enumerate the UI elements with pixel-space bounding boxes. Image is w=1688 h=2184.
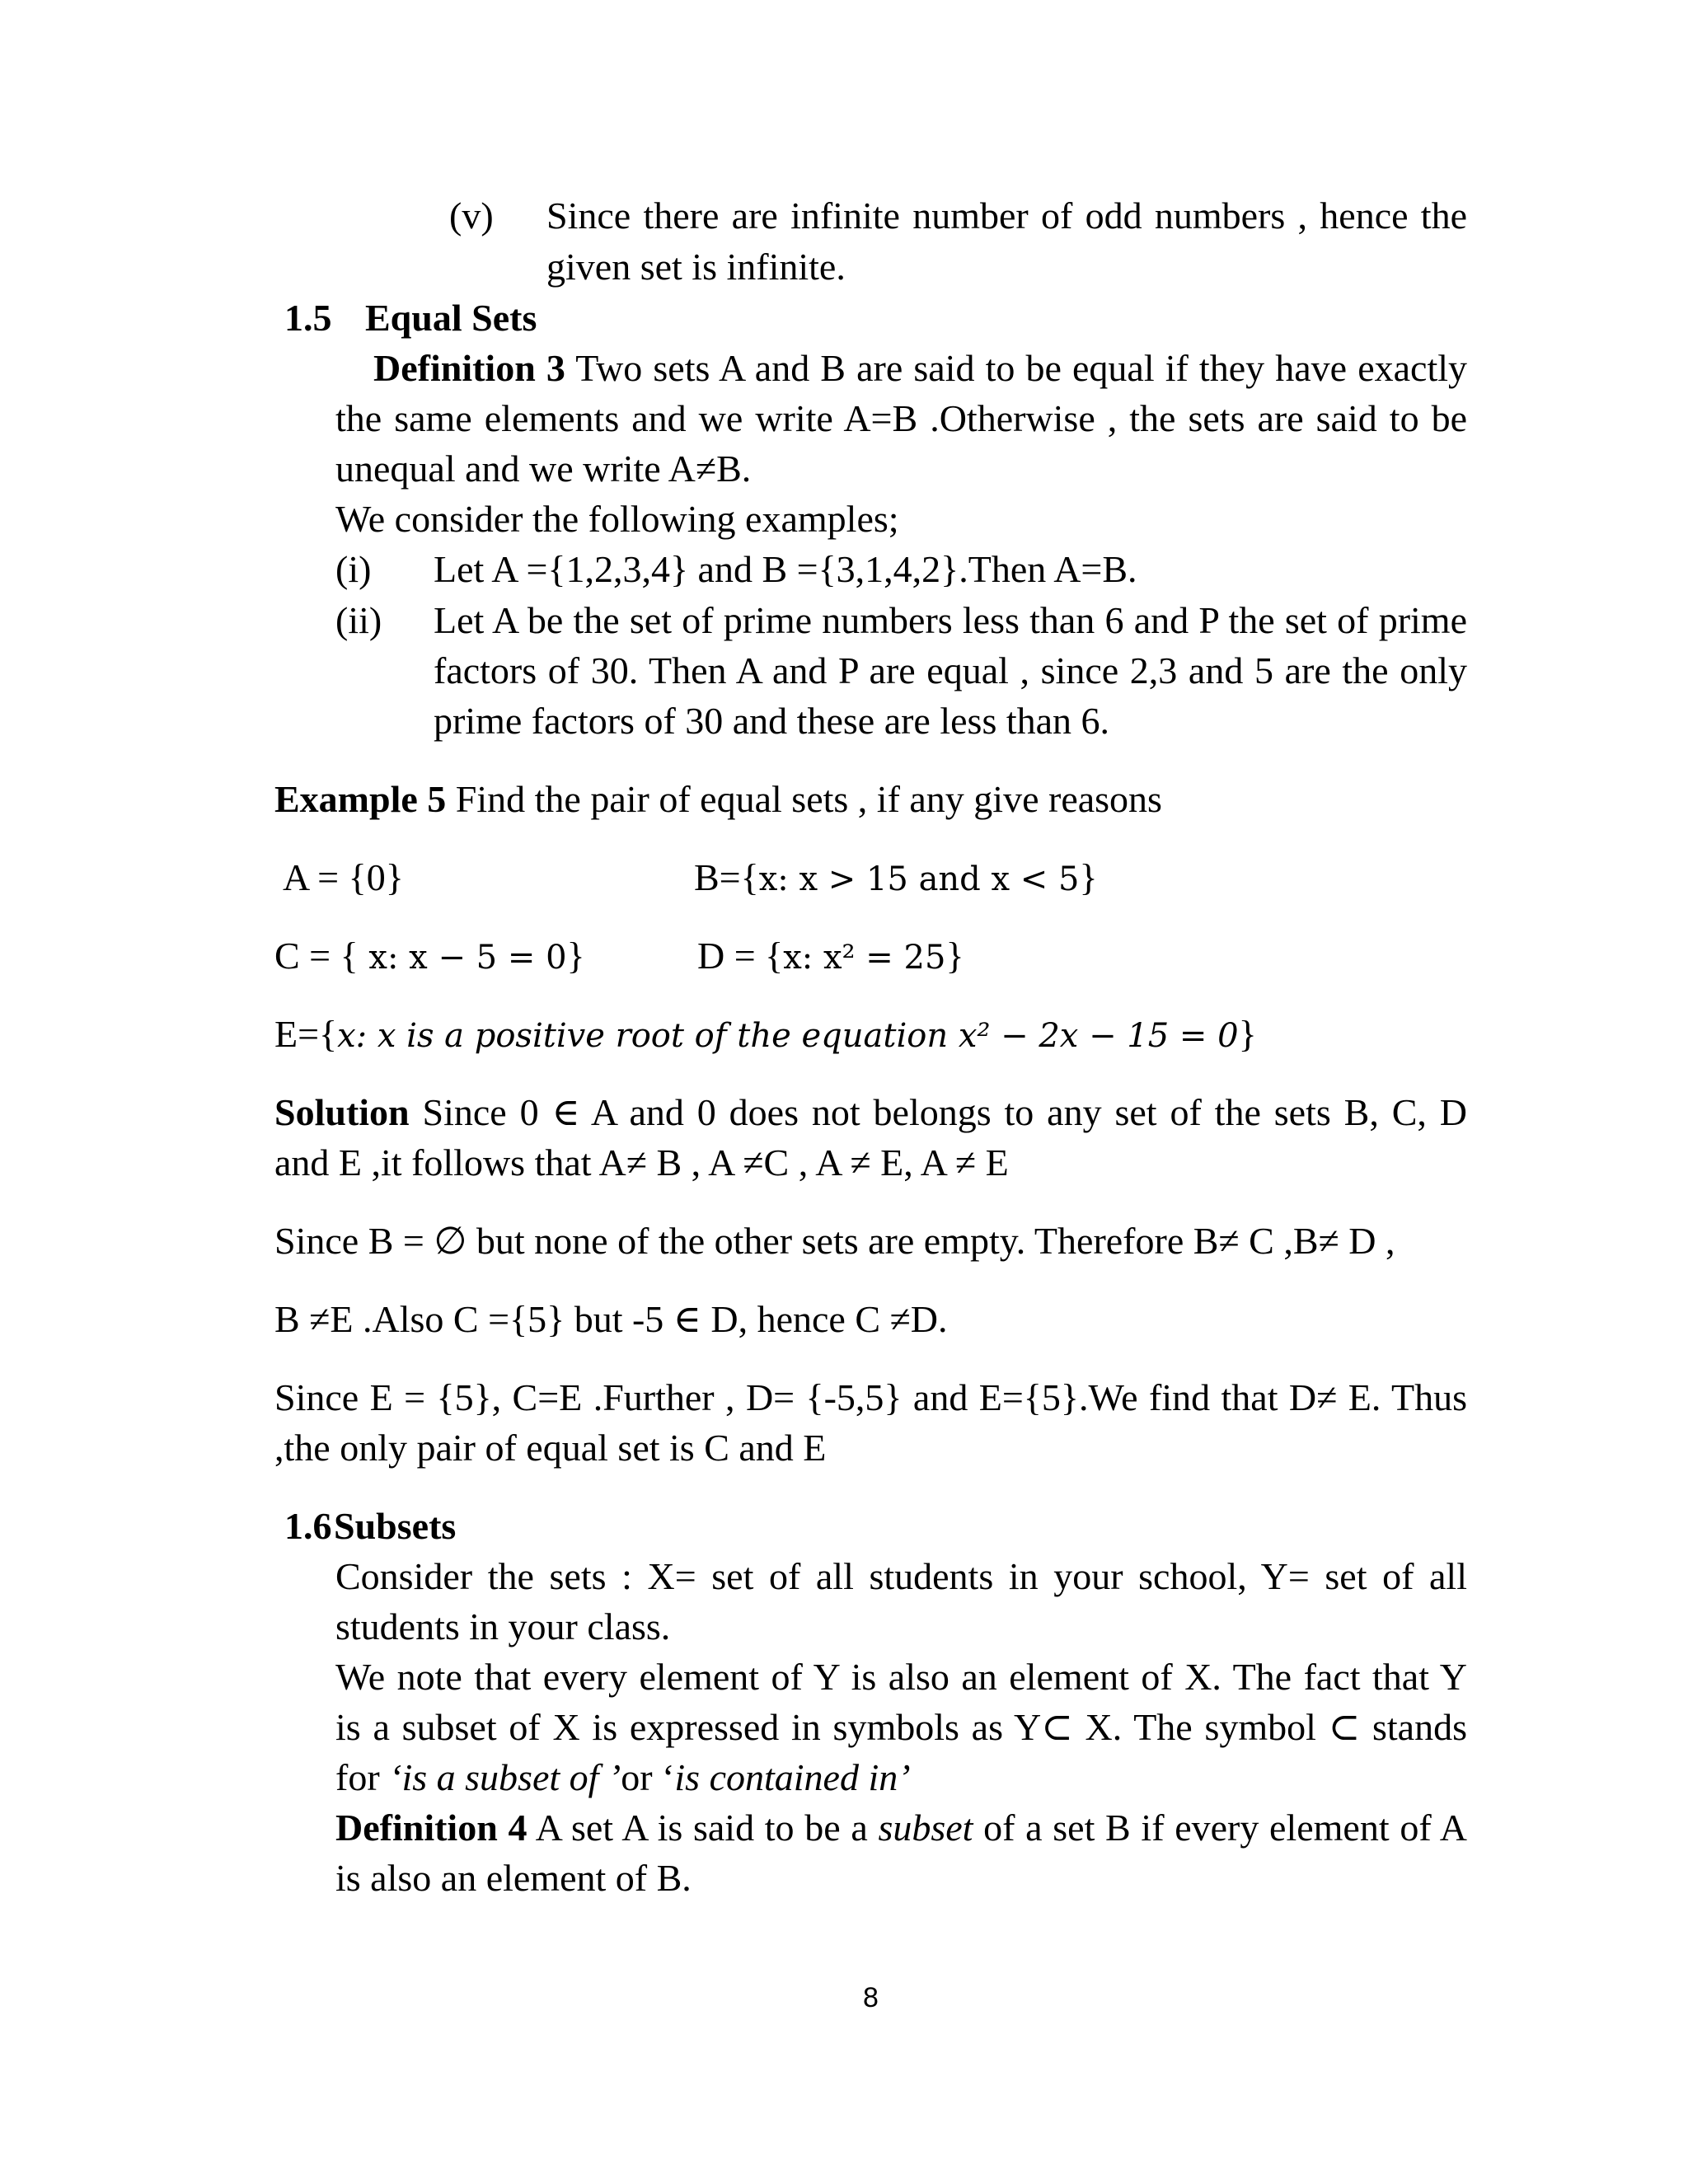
solution-line4: B ≠E .Also C ={5} but -5 ∈ D, hence C ≠D. xyxy=(274,1298,948,1340)
definition-4-text-c: of a set B if every element of A xyxy=(973,1807,1468,1849)
subsets-line2: students in your class. xyxy=(335,1605,671,1647)
set-b-math: x: x > 15 and x < 5 xyxy=(758,860,1080,898)
set-d-prefix: D = { xyxy=(697,935,784,977)
example-i-label: (i) xyxy=(335,548,372,590)
item-v-label: (v) xyxy=(449,194,494,237)
solution-line3: Since B = ∅ but none of the other sets are empty. Therefore B≠ C ,B≠ D , xyxy=(274,1220,1395,1262)
section-1-6-title: Subsets xyxy=(334,1505,457,1547)
definition-4-label: Definition 4 xyxy=(335,1807,528,1849)
set-e xyxy=(274,1014,1257,1056)
subsets-line5-d: is contained in’ xyxy=(674,1756,911,1798)
section-1-5-title: Equal Sets xyxy=(365,297,537,339)
set-b xyxy=(694,857,1098,899)
solution-line2: and E ,it follows that A≠ B , A ≠C , A ≠ E, A ≠ E xyxy=(274,1141,1009,1183)
definition-3-line2: the same elements and we write A=B .Otherwise , the sets are said to be xyxy=(335,397,1467,439)
definition-3-line3: unequal and we write A≠B. xyxy=(335,448,752,490)
solution-line1 xyxy=(274,1092,1467,1134)
set-b-prefix: B={ xyxy=(694,856,759,898)
subsets-line4: is a subset of X is expressed in symbols as Y⊂ X. The symbol ⊂ stands xyxy=(335,1706,1467,1748)
subsets-line5 xyxy=(335,1757,911,1799)
example-ii-line3: prime factors of 30 and these are less than 6. xyxy=(434,700,1110,742)
set-c-math: x: x − 5 = 0 xyxy=(358,939,567,977)
solution-text: Since 0 ∈ A and 0 does not belongs to any set of the sets B, C, D xyxy=(409,1091,1467,1133)
subsets-line5-a: for xyxy=(335,1756,390,1798)
definition-4-line2: is also an element of B. xyxy=(335,1857,692,1899)
example-5-text: Find the pair of equal sets , if any give reasons xyxy=(446,778,1162,820)
definition-3-line1 xyxy=(373,348,1467,390)
definition-3-text: Two sets A and B are said to be equal if they have exactly xyxy=(565,347,1468,389)
page-number: 8 xyxy=(863,1982,879,2013)
example-5-heading xyxy=(274,779,1162,821)
definition-4-text-a: A set A is said to be a xyxy=(527,1807,879,1849)
section-1-6-number: 1.6 xyxy=(284,1505,332,1547)
example-ii-line2: factors of 30. Then A and P are equal , since 2,3 and 5 are the only xyxy=(434,649,1467,691)
definition-4-line1 xyxy=(335,1807,1467,1849)
example-5-label: Example 5 xyxy=(274,778,447,820)
example-ii-label: (ii) xyxy=(335,599,382,641)
subsets-line3: We note that every element of Y is also an element of X. The fact that Y xyxy=(335,1656,1467,1698)
set-d-suffix: } xyxy=(945,935,964,977)
example-ii-line1: Let A be the set of prime numbers less than 6 and P the set of prime xyxy=(434,599,1467,641)
definition-3-label: Definition 3 xyxy=(373,347,565,389)
set-b-suffix: } xyxy=(1079,856,1098,898)
section-1-5-number: 1.5 xyxy=(284,297,332,339)
set-e-prefix: E={ xyxy=(274,1013,338,1055)
solution-line5: Since E = {5}, C=E .Further , D= {-5,5} and E={5}.We find that D≠ E. Thus xyxy=(274,1376,1467,1418)
solution-label: Solution xyxy=(274,1091,410,1133)
set-e-suffix: } xyxy=(1238,1013,1257,1055)
item-v-line2: given set is infinite. xyxy=(546,246,846,288)
set-e-math: x: x is a positive root of the equation x² − 2x − 15 = 0 xyxy=(337,1017,1239,1055)
set-c xyxy=(274,935,585,977)
subsets-line5-b: ‘is a subset of ’ xyxy=(389,1756,621,1798)
subsets-line1: Consider the sets : X= set of all students in your school, Y= set of all xyxy=(335,1555,1467,1597)
set-c-prefix: C = { xyxy=(274,935,359,977)
item-v-line1: Since there are infinite number of odd numbers , hence the xyxy=(546,194,1467,237)
example-i-text: Let A ={1,2,3,4} and B ={3,1,4,2}.Then A=B. xyxy=(434,548,1137,590)
set-a: A = {0} xyxy=(283,856,404,898)
subsets-line5-c: or ‘ xyxy=(621,1756,675,1798)
set-c-suffix: } xyxy=(566,935,585,977)
definition-3-line4: We consider the following examples; xyxy=(335,498,899,540)
definition-4-text-b: subset xyxy=(878,1807,973,1849)
set-d xyxy=(697,935,964,977)
solution-line6: ,the only pair of equal set is C and E xyxy=(274,1427,827,1469)
set-d-math: x: x² = 25 xyxy=(783,939,946,977)
